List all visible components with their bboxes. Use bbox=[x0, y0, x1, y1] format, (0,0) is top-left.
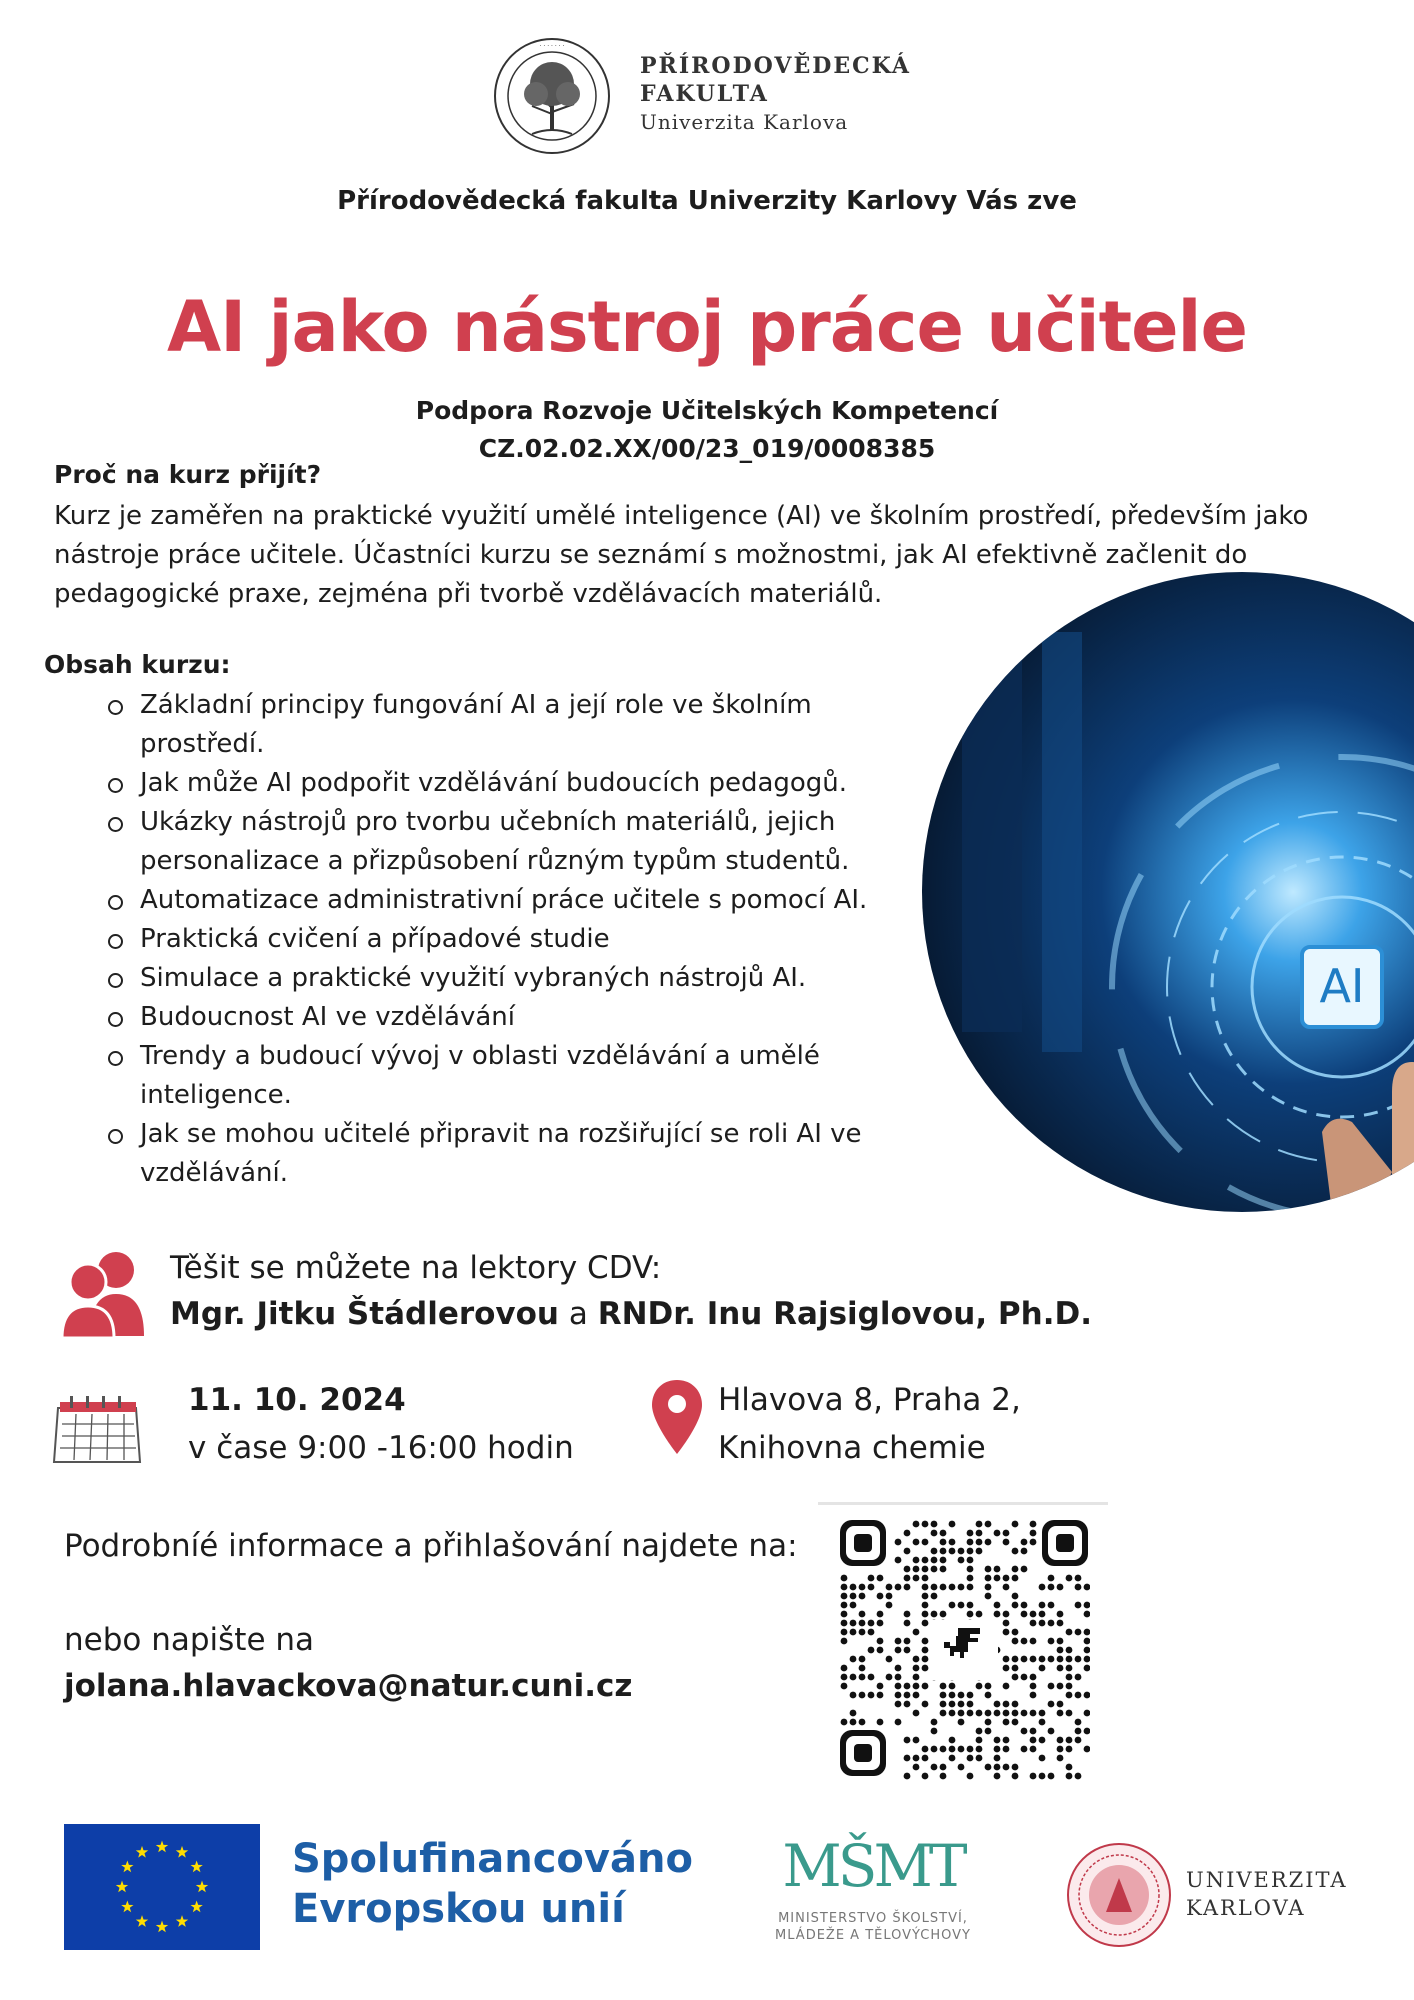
msmt-logo-icon bbox=[738, 1826, 1008, 1946]
subtitle-line-1: Podpora Rozvoje Učitelských Kompetencí bbox=[415, 396, 999, 425]
contact-email-link[interactable]: jolana.hlavackova@natur.cuni.cz bbox=[64, 1668, 633, 1704]
list-item-text: Ukázky nástrojů pro tvorbu učebních materiálů, jejich personalizace a přizpůsobení různým typům studentů. bbox=[140, 807, 850, 876]
list-item-text: Trendy a budoucí vývoj v oblasti vzdělávání a umělé inteligence. bbox=[140, 1041, 820, 1110]
event-time: v čase 9:00 -16:00 hodin bbox=[188, 1430, 574, 1466]
bullet-icon bbox=[108, 1051, 123, 1066]
svg-text:· · · · · · ·: · · · · · · · bbox=[539, 43, 565, 50]
ai-illustration bbox=[922, 572, 1414, 1212]
list-item-text: Praktická cvičení a případové studie bbox=[140, 924, 610, 954]
course-content-list bbox=[110, 686, 900, 1193]
invite-text: Přírodovědecká fakulta Univerzity Karlovy Vás zve bbox=[337, 186, 1077, 216]
list-item bbox=[110, 1115, 900, 1193]
list-item-text: Simulace a praktické využití vybraných nástrojů AI. bbox=[140, 963, 807, 993]
lecturer-name-1: Mgr. Jitku Štádlerovou bbox=[170, 1296, 559, 1332]
faculty-seal-logo bbox=[492, 36, 612, 156]
charles-university-seal-icon bbox=[1066, 1842, 1172, 1948]
venue-room: Knihovna chemie bbox=[718, 1430, 986, 1466]
faculty-logo-text bbox=[640, 52, 911, 136]
why-paragraph: Kurz je zaměřen na praktické využití umělé inteligence (AI) ve školním prostředí, především jako nástroje práce učitele. Účastníci kurzu se seznámí s možnostmi, jak AI efektivně začlenit do pedagogické praxe, zejména při tvorbě vzdělávacích materiálů. bbox=[54, 501, 1309, 609]
project-subtitle bbox=[0, 392, 1414, 468]
bullet-icon bbox=[108, 778, 123, 793]
bullet-icon bbox=[108, 1012, 123, 1027]
bullet-icon bbox=[108, 817, 123, 832]
qr-code-icon[interactable] bbox=[838, 1518, 1090, 1780]
list-item bbox=[110, 998, 900, 1037]
list-item bbox=[110, 803, 900, 881]
venue-address: Hlavova 8, Praha 2, bbox=[718, 1382, 1021, 1418]
people-icon bbox=[60, 1248, 146, 1338]
bullet-icon bbox=[108, 1129, 123, 1144]
eu-cofinanced-text bbox=[292, 1834, 693, 1934]
uk-line-2: KARLOVA bbox=[1186, 1896, 1306, 1920]
page-title: AI jako nástroj práce učitele bbox=[166, 286, 1248, 368]
lecturer-name-2: RNDr. Inu Rajsiglovou, Ph.D. bbox=[597, 1296, 1092, 1332]
content-heading: Obsah kurzu: bbox=[44, 650, 231, 679]
info-text: Podrobníé informace a přihlašování najdete na: bbox=[64, 1528, 798, 1564]
bullet-icon bbox=[108, 934, 123, 949]
list-item bbox=[110, 881, 900, 920]
charles-university-text bbox=[1186, 1866, 1348, 1922]
calendar-icon bbox=[52, 1394, 144, 1466]
divider bbox=[818, 1502, 1108, 1505]
list-item-text: Základní principy fungování AI a její role ve školním prostředí. bbox=[140, 690, 812, 759]
uk-line-1: UNIVERZITA bbox=[1186, 1868, 1348, 1892]
eu-line-2: Evropskou unií bbox=[292, 1886, 625, 1932]
why-heading: Proč na kurz přijít? bbox=[54, 460, 322, 489]
msmt-line-1: MINISTERSTVO ŠKOLSTVÍ, bbox=[778, 1911, 968, 1926]
or-write-text: nebo napište na bbox=[64, 1622, 315, 1658]
event-date: 11. 10. 2024 bbox=[188, 1382, 406, 1418]
subtitle-line-2: CZ.02.02.XX/00/23_019/0008385 bbox=[478, 434, 936, 463]
lecturers-names bbox=[170, 1296, 1092, 1332]
lecturer-connector: a bbox=[559, 1296, 598, 1332]
msmt-line-2: MLÁDEŽE A TĚLOVÝCHOVY bbox=[775, 1928, 971, 1943]
list-item bbox=[110, 959, 900, 998]
list-item-text: Budoucnost AI ve vzdělávání bbox=[140, 1002, 515, 1032]
bullet-icon bbox=[108, 973, 123, 988]
location-pin-icon bbox=[650, 1378, 704, 1456]
list-item bbox=[110, 764, 900, 803]
logo-line-2: FAKULTA bbox=[640, 81, 769, 107]
list-item bbox=[110, 920, 900, 959]
eu-line-1: Spolufinancováno bbox=[292, 1836, 693, 1882]
bullet-icon bbox=[108, 895, 123, 910]
lecturers-intro: Těšit se můžete na lektory CDV: bbox=[170, 1250, 662, 1286]
logo-line-1: PŘÍRODOVĚDECKÁ bbox=[640, 53, 911, 79]
list-item-text: Jak se mohou učitelé připravit na rozšiřující se roli AI ve vzdělávání. bbox=[140, 1119, 862, 1188]
list-item-text: Jak může AI podpořit vzdělávání budoucích pedagogů. bbox=[140, 768, 848, 798]
bullet-icon bbox=[108, 700, 123, 715]
msmt-mark: MŠMT bbox=[782, 1832, 964, 1900]
logo-line-3: Univerzita Karlova bbox=[640, 110, 849, 134]
list-item-text: Automatizace administrativní práce učitele s pomocí AI. bbox=[140, 885, 868, 915]
ai-chip-label: AI bbox=[1319, 959, 1365, 1013]
eu-flag-icon bbox=[64, 1824, 260, 1950]
list-item bbox=[110, 1037, 900, 1115]
list-item bbox=[110, 686, 900, 764]
